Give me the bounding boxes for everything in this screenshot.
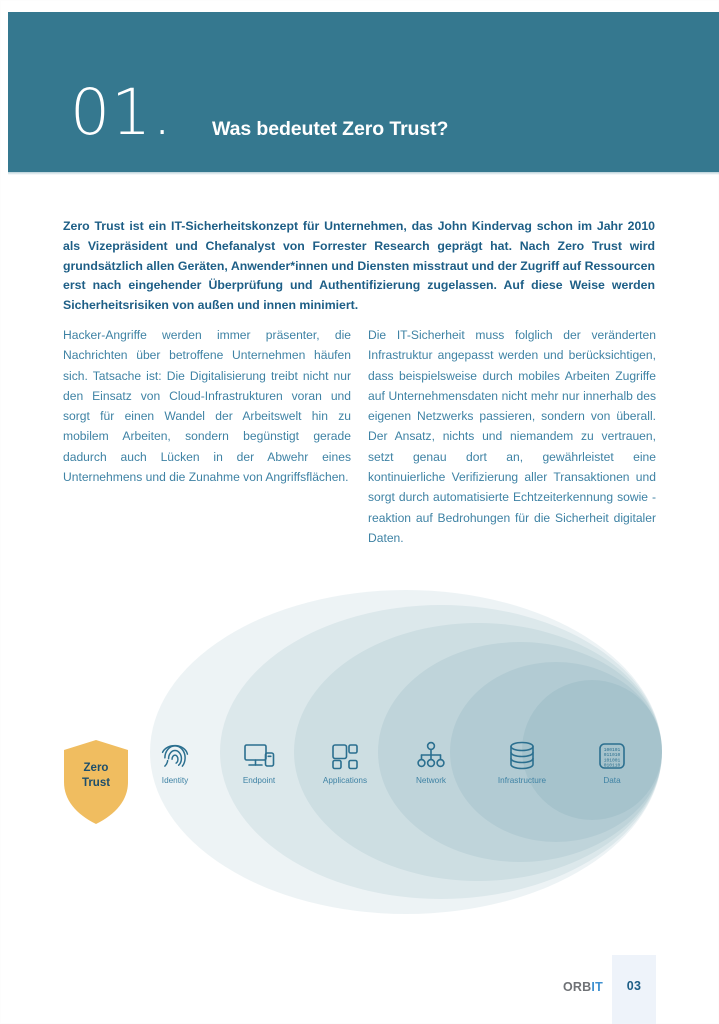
pillar-label-network: Network (415, 776, 447, 785)
brand-logo-orb: ORB (563, 980, 592, 994)
zero-trust-shield (64, 740, 128, 824)
body-column-right: Die IT-Sicherheit muss folglich der veränderten Infrastruktur angepasst werden und berücksichtigen, dass beispielsweise durch mobiles Arbeiten Zugriffe auf Unternehmensdaten nicht mehr nur innerhalb des eigenen Netzwerks passieren, sondern von überall. Der Ansatz, nichts und niemandem zu vertrauen, setzt genau dort an, gewährleistet eine kontinuierliche Verifizierung aller Transaktionen und sorgt durch automatisierte Echtzeiterkennung sowie -reaktion auf Bedrohungen für die Sicherheit digitaler Daten. (368, 328, 656, 545)
pillar-label-identity: Identity (161, 776, 189, 785)
svg-text:100101: 100101 (603, 747, 621, 753)
zero-trust-rings-svg (0, 560, 719, 930)
chapter-number: 01. (70, 76, 174, 149)
svg-text:011010: 011010 (603, 753, 621, 759)
ring-group (150, 590, 662, 914)
shield-label-line-two: Trust (81, 777, 111, 789)
brand-logo-it: IT (591, 980, 603, 994)
lead-paragraph: Zero Trust ist ein IT-Sicherheitskonzept für Unternehmen, das John Kindervag schon im Jahr 2010 als Vizepräsident und Chefanalyst von Forrester Research geprägt hat. Nach Zero Trust wird grundsätzlich allen Geräten, Anwender*innen und Diensten misstraut und der Zugriff auf Ressourcen erst nach eingehender Überprüfung und Authentifizierung zugelassen. Auf diese Weise werden Sicherheitsrisiken von außen und innen minimiert. (63, 219, 655, 313)
page-number: 03 (626, 979, 642, 993)
shield-label-line-one: Zero (83, 762, 109, 774)
pillar-label-data: Data (603, 776, 621, 785)
zero-trust-diagram (0, 560, 719, 930)
svg-text:010110: 010110 (603, 763, 621, 769)
brand-logo (563, 980, 603, 994)
page-title: Was bedeutet Zero Trust? (212, 118, 449, 140)
page-footer (0, 955, 719, 1024)
chapter-header-band (8, 12, 719, 172)
pillar-label-applications: Applications (322, 776, 368, 785)
pillar-label-endpoint: Endpoint (242, 776, 276, 785)
pillar-label-infrastructure: Infrastructure (497, 776, 547, 785)
svg-text:101001: 101001 (603, 758, 621, 764)
body-column-left: Hacker-Angriffe werden immer präsenter, die Nachrichten über betroffene Unternehmen häufen sich. Tatsache ist: Die Digitalisierung treibt nicht nur den Einsatz von Cloud-Infrastrukturen voran und sorgt für einen Wandel der Arbeitswelt hin zu mobilem Arbeiten, sondern begünstigt gerade dadurch auch Lücken in der Abwehr eines Unternehmens und die Zunahme von Angriffsflächen. (63, 328, 351, 485)
ring-data (522, 680, 662, 820)
